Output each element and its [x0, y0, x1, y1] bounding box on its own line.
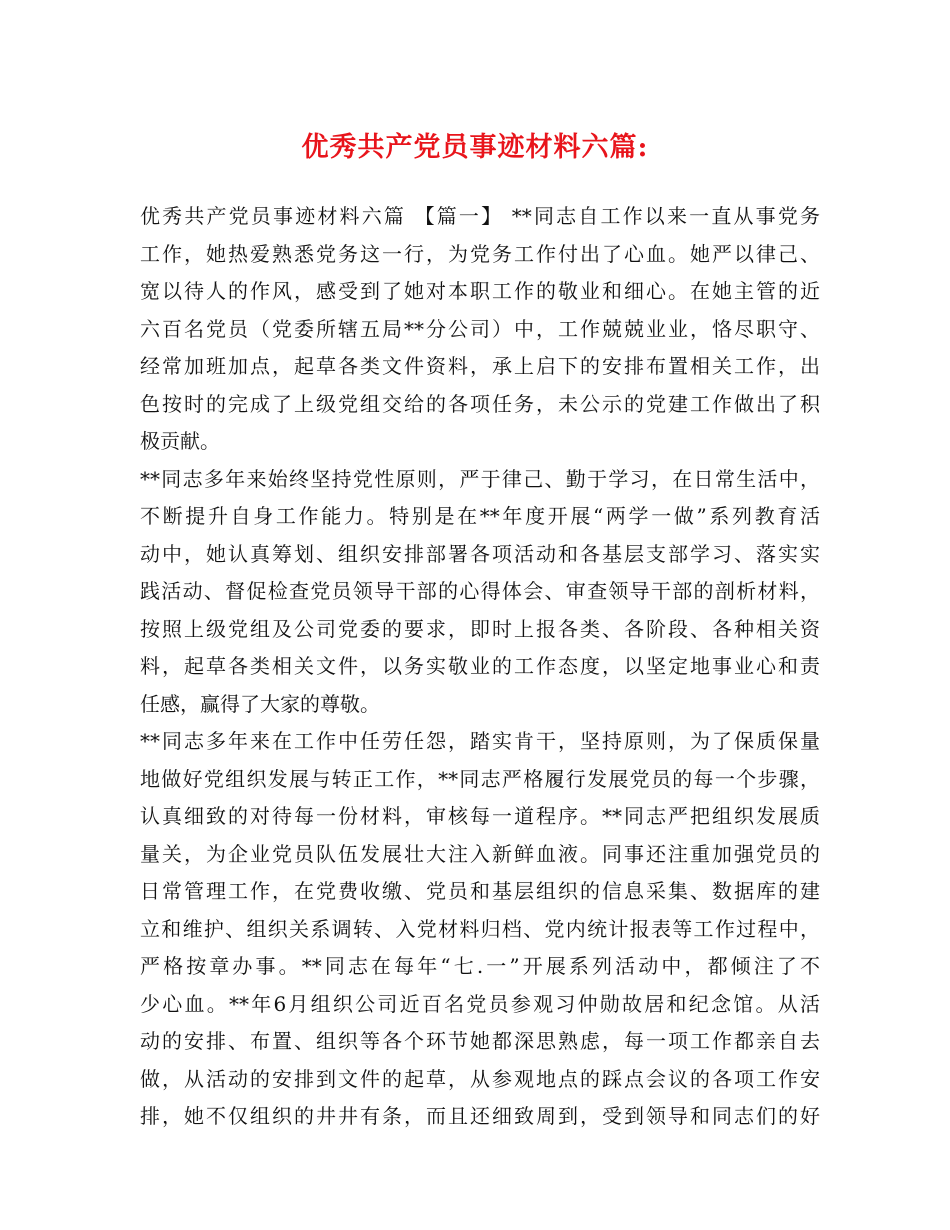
text-line: 按照上级党组及公司党委的要求，即时上报各类、各阶段、各种相关资	[140, 616, 820, 641]
text-line: 严格按章办事。**同志在每年“七.一”开展系列活动中，都倾注了不	[140, 954, 820, 978]
document-title: 优秀共产党员事迹材料六篇:	[301, 132, 649, 163]
text-line: 量关，为企业党员队伍发展壮大注入新鲜血液。同事还注重加强党员的	[140, 841, 820, 866]
document-body	[140, 198, 820, 1136]
text-line: 不断提升自身工作能力。特别是在**年度开展“两学一做”系列教育活	[140, 504, 820, 528]
text-line: 日常管理工作，在党费收缴、党员和基层组织的信息采集、数据库的建	[140, 879, 820, 903]
text-line: 认真细致的对待每一份材料，审核每一道程序。**同志严把组织发展质	[140, 804, 820, 828]
text-line: 立和维护、组织关系调转、入党材料归档、党内统计报表等工作过程中，	[140, 916, 820, 941]
text-line: 动中，她认真筹划、组织安排部署各项活动和各基层支部学习、落实实	[140, 541, 820, 566]
text-line: 料，起草各类相关文件，以务实敬业的工作态度，以坚定地事业心和责	[140, 654, 820, 678]
text-line: 色按时的完成了上级党组交给的各项任务，未公示的党建工作做出了积	[140, 391, 820, 416]
text-line: 经常加班加点，起草各类文件资料，承上启下的安排布置相关工作，出	[140, 354, 820, 378]
text-line: 少心血。**年6月组织公司近百名党员参观习仲勋故居和纪念馆。从活	[140, 991, 820, 1016]
text-line: 六百名党员（党委所辖五局**分公司）中，工作兢兢业业，恪尽职守、	[140, 316, 820, 341]
text-line: 任感，赢得了大家的尊敬。	[140, 691, 380, 716]
text-line: 做，从活动的安排到文件的起草，从参观地点的踩点会议的各项工作安	[140, 1066, 820, 1091]
text-line: 优秀共产党员事迹材料六篇 【篇一】 **同志自工作以来一直从事党务	[140, 204, 820, 228]
text-line: 宽以待人的作风，感受到了她对本职工作的敬业和细心。在她主管的近	[140, 279, 820, 303]
text-line: 动的安排、布置、组织等各个环节她都深思熟虑，每一项工作都亲自去	[140, 1029, 820, 1053]
text-line: 地做好党组织发展与转正工作，**同志严格履行发展党员的每一个步骤，	[140, 766, 820, 791]
text-line: **同志多年来在工作中任劳任怨，踏实肯干，坚持原则，为了保质保量	[140, 729, 820, 753]
text-line: 工作，她热爱熟悉党务这一行，为党务工作付出了心血。她严以律己、	[140, 241, 820, 266]
text-line: **同志多年来始终坚持党性原则，严于律己、勤于学习，在日常生活中，	[140, 466, 820, 491]
text-line: 极贡献。	[140, 429, 220, 453]
text-line: 排，她不仅组织的井井有条，而且还细致周到，受到领导和同志们的好	[140, 1104, 820, 1128]
text-line: 践活动、督促检查党员领导干部的心得体会、审查领导干部的剖析材料，	[140, 579, 820, 603]
